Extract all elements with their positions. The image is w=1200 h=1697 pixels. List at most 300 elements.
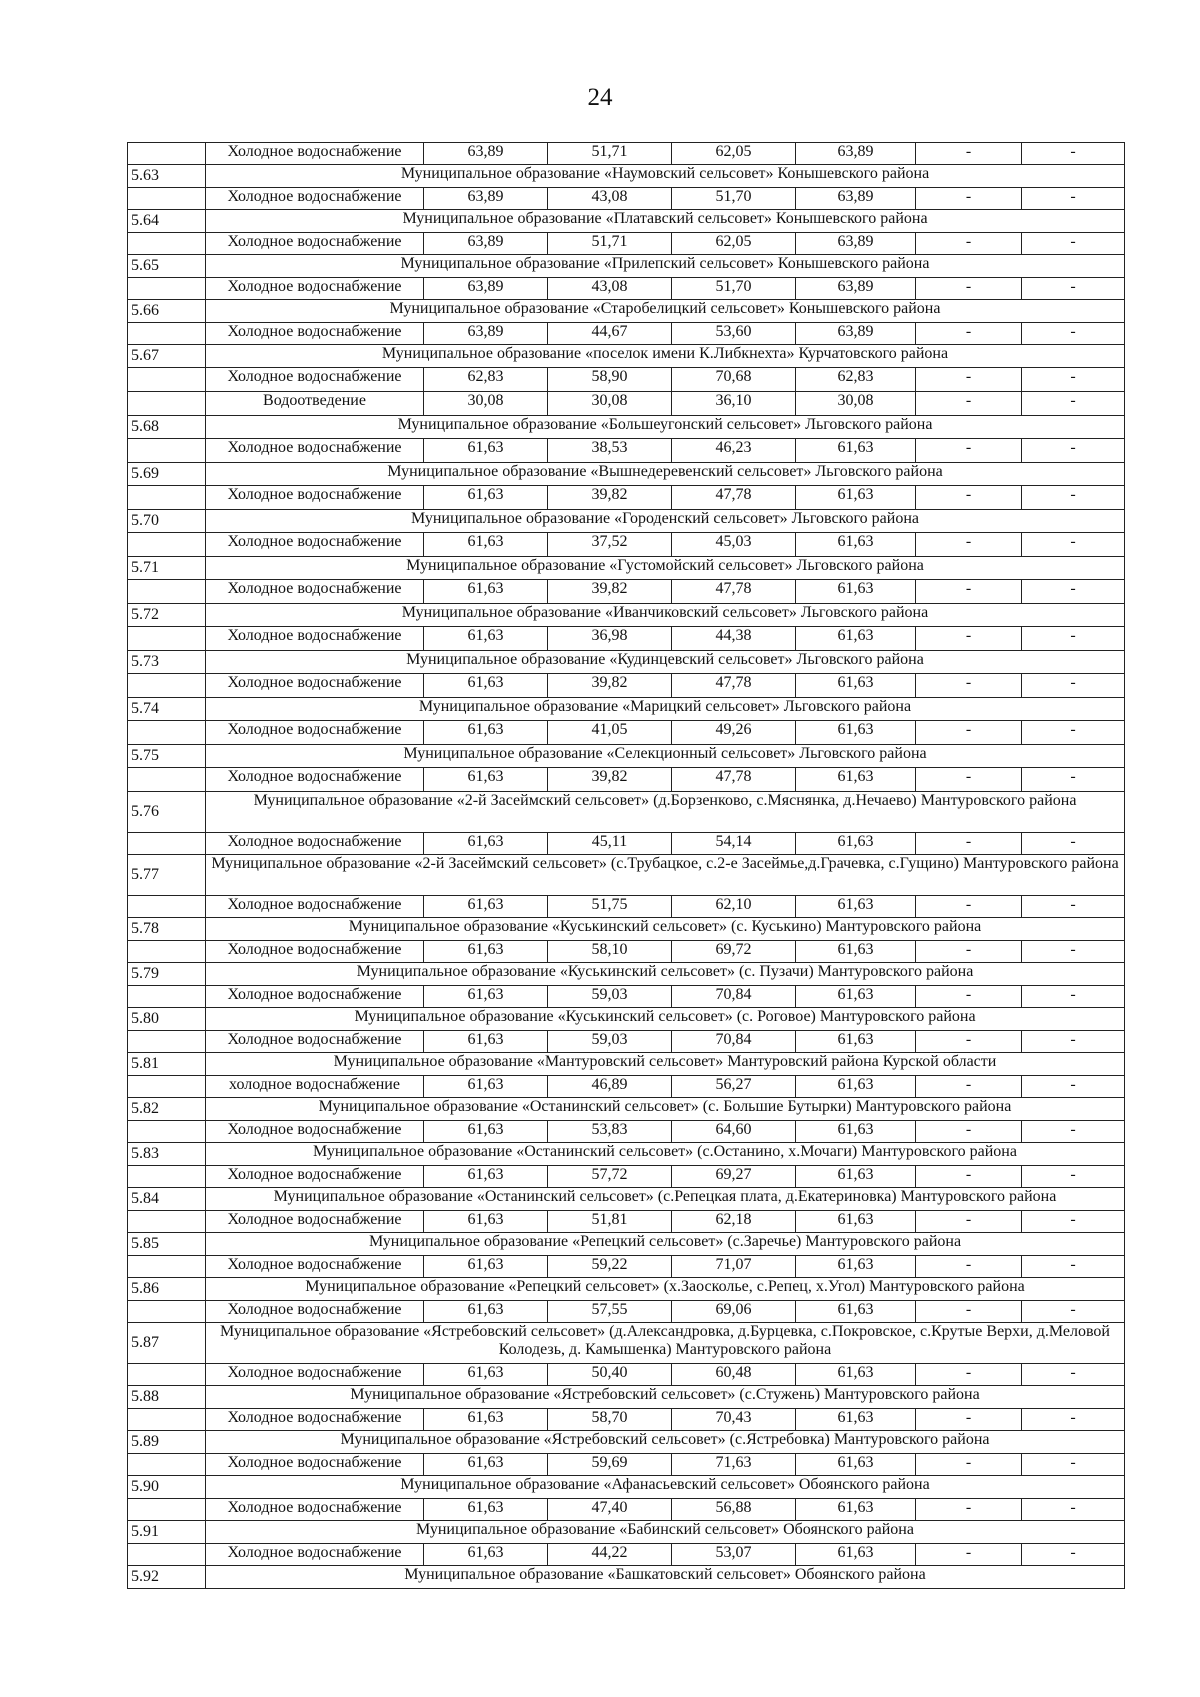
tariff-value-cell: 61,63 bbox=[424, 1301, 548, 1323]
tariff-value-cell: 61,63 bbox=[796, 1499, 916, 1521]
table-row-municipality bbox=[128, 1233, 1125, 1256]
table-row-tariff bbox=[128, 1076, 1125, 1098]
tariff-value-cell: - bbox=[1022, 486, 1125, 510]
tariff-value-cell: 61,63 bbox=[424, 1409, 548, 1431]
section-number-cell: 5.75 bbox=[128, 745, 206, 768]
table-row-municipality bbox=[128, 1278, 1125, 1301]
municipality-title-cell: Муниципальное образование «Репецкий сельсовет» (х.Заосколье, с.Репец, х.Угол) Мантуровского района bbox=[206, 1278, 1125, 1301]
table-row-municipality bbox=[128, 1323, 1125, 1364]
table-row-municipality bbox=[128, 651, 1125, 674]
row-number-cell bbox=[128, 896, 206, 918]
tariff-table bbox=[127, 142, 1125, 1589]
section-number-cell: 5.77 bbox=[128, 855, 206, 896]
tariff-value-cell: 47,78 bbox=[672, 674, 796, 698]
table-row-tariff bbox=[128, 1544, 1125, 1566]
tariff-value-cell: 46,23 bbox=[672, 439, 796, 463]
tariff-value-cell: - bbox=[916, 721, 1022, 745]
table-row-municipality bbox=[128, 604, 1125, 627]
tariff-value-cell: 71,63 bbox=[672, 1454, 796, 1476]
tariff-value-cell: 62,10 bbox=[672, 896, 796, 918]
tariff-value-cell: 30,08 bbox=[424, 392, 548, 416]
section-number-cell: 5.70 bbox=[128, 510, 206, 533]
municipality-title-cell: Муниципальное образование «Старобелицкий сельсовет» Конышевского района bbox=[206, 300, 1125, 323]
tariff-value-cell: 44,38 bbox=[672, 627, 796, 651]
table-row-tariff bbox=[128, 1256, 1125, 1278]
tariff-value-cell: - bbox=[916, 833, 1022, 855]
tariff-value-cell: 61,63 bbox=[424, 721, 548, 745]
table-row-tariff bbox=[128, 580, 1125, 604]
tariff-value-cell: - bbox=[916, 368, 1022, 392]
table-row-municipality bbox=[128, 345, 1125, 368]
tariff-value-cell: - bbox=[1022, 1544, 1125, 1566]
tariff-value-cell: - bbox=[1022, 533, 1125, 557]
tariff-value-cell: - bbox=[916, 1499, 1022, 1521]
tariff-value-cell: - bbox=[916, 674, 1022, 698]
tariff-value-cell: - bbox=[916, 188, 1022, 210]
tariff-value-cell: 61,63 bbox=[796, 1121, 916, 1143]
service-name-cell: Холодное водоснабжение bbox=[206, 1256, 424, 1278]
section-number-cell: 5.78 bbox=[128, 918, 206, 941]
tariff-value-cell: 61,63 bbox=[796, 1031, 916, 1053]
tariff-value-cell: - bbox=[916, 1211, 1022, 1233]
tariff-value-cell: - bbox=[1022, 833, 1125, 855]
tariff-value-cell: - bbox=[916, 1121, 1022, 1143]
tariff-value-cell: 57,55 bbox=[548, 1301, 672, 1323]
table-row-tariff bbox=[128, 1409, 1125, 1431]
tariff-value-cell: - bbox=[1022, 368, 1125, 392]
tariff-value-cell: 30,08 bbox=[548, 392, 672, 416]
tariff-value-cell: 63,89 bbox=[796, 143, 916, 165]
tariff-value-cell: 61,63 bbox=[796, 1256, 916, 1278]
table-row-tariff bbox=[128, 1364, 1125, 1386]
table-row-municipality bbox=[128, 745, 1125, 768]
municipality-title-cell: Муниципальное образование «Афанасьевский сельсовет» Обоянского района bbox=[206, 1476, 1125, 1499]
section-number-cell: 5.71 bbox=[128, 557, 206, 580]
municipality-title-cell: Муниципальное образование «Башкатовский сельсовет» Обоянского района bbox=[206, 1566, 1125, 1589]
tariff-value-cell: 39,82 bbox=[548, 486, 672, 510]
municipality-title-cell: Муниципальное образование «Платавский сельсовет» Конышевского района bbox=[206, 210, 1125, 233]
tariff-value-cell: 61,63 bbox=[424, 833, 548, 855]
section-number-cell: 5.88 bbox=[128, 1386, 206, 1409]
tariff-value-cell: 36,98 bbox=[548, 627, 672, 651]
municipality-title-cell: Муниципальное образование «Густомойский сельсовет» Льговского района bbox=[206, 557, 1125, 580]
municipality-title-cell: Муниципальное образование «Куськинский сельсовет» (с. Роговое) Мантуровского района bbox=[206, 1008, 1125, 1031]
tariff-value-cell: 36,10 bbox=[672, 392, 796, 416]
table-row-tariff bbox=[128, 1166, 1125, 1188]
tariff-value-cell: - bbox=[916, 278, 1022, 300]
table-row-tariff bbox=[128, 1121, 1125, 1143]
table-row-municipality bbox=[128, 1476, 1125, 1499]
table-row-tariff bbox=[128, 941, 1125, 963]
tariff-value-cell: 69,72 bbox=[672, 941, 796, 963]
tariff-value-cell: 44,22 bbox=[548, 1544, 672, 1566]
table-row-municipality bbox=[128, 1386, 1125, 1409]
municipality-title-cell: Муниципальное образование «Мантуровский сельсовет» Мантуровский района Курской области bbox=[206, 1053, 1125, 1076]
section-number-cell: 5.72 bbox=[128, 604, 206, 627]
tariff-value-cell: 61,63 bbox=[424, 674, 548, 698]
tariff-value-cell: 50,40 bbox=[548, 1364, 672, 1386]
section-number-cell: 5.73 bbox=[128, 651, 206, 674]
tariff-value-cell: - bbox=[1022, 278, 1125, 300]
service-name-cell: Холодное водоснабжение bbox=[206, 1301, 424, 1323]
service-name-cell: Холодное водоснабжение bbox=[206, 721, 424, 745]
tariff-value-cell: - bbox=[1022, 768, 1125, 792]
service-name-cell: Холодное водоснабжение bbox=[206, 368, 424, 392]
municipality-title-cell: Муниципальное образование «Большеугонский сельсовет» Льговского района bbox=[206, 416, 1125, 439]
tariff-value-cell: 62,05 bbox=[672, 233, 796, 255]
service-name-cell: Холодное водоснабжение bbox=[206, 941, 424, 963]
tariff-table-body bbox=[128, 143, 1125, 1589]
tariff-value-cell: - bbox=[1022, 143, 1125, 165]
municipality-title-cell: Муниципальное образование «Ястребовский сельсовет» (д.Александровка, д.Бурцевка, с.Покровское, с.Крутые Верхи, д.Меловой Колодезь, д. Камышенка) Мантуровского района bbox=[206, 1323, 1125, 1364]
municipality-title-cell: Муниципальное образование «поселок имени К.Либкнехта» Курчатовского района bbox=[206, 345, 1125, 368]
table-row-municipality bbox=[128, 855, 1125, 896]
tariff-value-cell: 61,63 bbox=[424, 941, 548, 963]
table-row-municipality bbox=[128, 963, 1125, 986]
section-number-cell: 5.79 bbox=[128, 963, 206, 986]
row-number-cell bbox=[128, 533, 206, 557]
tariff-value-cell: - bbox=[1022, 1031, 1125, 1053]
table-row-tariff bbox=[128, 392, 1125, 416]
row-number-cell bbox=[128, 1544, 206, 1566]
service-name-cell: Холодное водоснабжение bbox=[206, 278, 424, 300]
service-name-cell: Холодное водоснабжение bbox=[206, 533, 424, 557]
table-row-municipality bbox=[128, 1521, 1125, 1544]
tariff-value-cell: 70,68 bbox=[672, 368, 796, 392]
service-name-cell: Холодное водоснабжение bbox=[206, 674, 424, 698]
table-row-tariff bbox=[128, 439, 1125, 463]
municipality-title-cell: Муниципальное образование «Наумовский сельсовет» Конышевского района bbox=[206, 165, 1125, 188]
tariff-value-cell: - bbox=[1022, 627, 1125, 651]
table-row-municipality bbox=[128, 698, 1125, 721]
row-number-cell bbox=[128, 1454, 206, 1476]
table-row-municipality bbox=[128, 1098, 1125, 1121]
tariff-value-cell: 59,03 bbox=[548, 986, 672, 1008]
section-number-cell: 5.65 bbox=[128, 255, 206, 278]
section-number-cell: 5.64 bbox=[128, 210, 206, 233]
tariff-value-cell: 61,63 bbox=[424, 986, 548, 1008]
tariff-value-cell: - bbox=[916, 896, 1022, 918]
table-row-tariff bbox=[128, 1031, 1125, 1053]
service-name-cell: Холодное водоснабжение bbox=[206, 896, 424, 918]
tariff-value-cell: 61,63 bbox=[796, 627, 916, 651]
tariff-value-cell: - bbox=[916, 392, 1022, 416]
tariff-value-cell: 60,48 bbox=[672, 1364, 796, 1386]
table-row-tariff bbox=[128, 278, 1125, 300]
tariff-value-cell: - bbox=[1022, 1301, 1125, 1323]
row-number-cell bbox=[128, 986, 206, 1008]
tariff-value-cell: - bbox=[1022, 1166, 1125, 1188]
tariff-value-cell: 30,08 bbox=[796, 392, 916, 416]
table-row-municipality bbox=[128, 1008, 1125, 1031]
tariff-value-cell: 61,63 bbox=[424, 1211, 548, 1233]
table-row-municipality bbox=[128, 165, 1125, 188]
table-row-municipality bbox=[128, 416, 1125, 439]
tariff-value-cell: 53,07 bbox=[672, 1544, 796, 1566]
table-row-tariff bbox=[128, 721, 1125, 745]
municipality-title-cell: Муниципальное образование «Прилепский сельсовет» Конышевского района bbox=[206, 255, 1125, 278]
table-row-municipality bbox=[128, 557, 1125, 580]
table-row-tariff bbox=[128, 368, 1125, 392]
tariff-value-cell: 61,63 bbox=[424, 1256, 548, 1278]
tariff-value-cell: - bbox=[1022, 1409, 1125, 1431]
tariff-value-cell: 63,89 bbox=[796, 188, 916, 210]
tariff-value-cell: 43,08 bbox=[548, 188, 672, 210]
tariff-value-cell: 69,27 bbox=[672, 1166, 796, 1188]
municipality-title-cell: Муниципальное образование «Кудинцевский сельсовет» Льговского района bbox=[206, 651, 1125, 674]
tariff-value-cell: 70,84 bbox=[672, 1031, 796, 1053]
tariff-value-cell: - bbox=[916, 627, 1022, 651]
section-number-cell: 5.66 bbox=[128, 300, 206, 323]
tariff-value-cell: - bbox=[1022, 1454, 1125, 1476]
tariff-value-cell: 45,03 bbox=[672, 533, 796, 557]
tariff-value-cell: - bbox=[916, 580, 1022, 604]
table-row-tariff bbox=[128, 1454, 1125, 1476]
tariff-value-cell: 61,63 bbox=[796, 580, 916, 604]
tariff-value-cell: 46,89 bbox=[548, 1076, 672, 1098]
row-number-cell bbox=[128, 1031, 206, 1053]
tariff-value-cell: 61,63 bbox=[796, 1301, 916, 1323]
table-row-municipality bbox=[128, 792, 1125, 833]
tariff-value-cell: 61,63 bbox=[424, 1454, 548, 1476]
tariff-value-cell: 57,72 bbox=[548, 1166, 672, 1188]
tariff-value-cell: 61,63 bbox=[796, 1364, 916, 1386]
tariff-value-cell: - bbox=[916, 143, 1022, 165]
municipality-title-cell: Муниципальное образование «Куськинский сельсовет» (с. Куськино) Мантуровского района bbox=[206, 918, 1125, 941]
tariff-value-cell: 61,63 bbox=[796, 486, 916, 510]
tariff-value-cell: - bbox=[1022, 1499, 1125, 1521]
tariff-value-cell: 51,71 bbox=[548, 143, 672, 165]
section-number-cell: 5.92 bbox=[128, 1566, 206, 1589]
service-name-cell: Холодное водоснабжение bbox=[206, 143, 424, 165]
municipality-title-cell: Муниципальное образование «2-й Засеймский сельсовет» (д.Борзенково, с.Мяснянка, д.Нечаево) Мантуровского района bbox=[206, 792, 1125, 833]
section-number-cell: 5.63 bbox=[128, 165, 206, 188]
tariff-value-cell: 61,63 bbox=[424, 627, 548, 651]
tariff-value-cell: 61,63 bbox=[796, 768, 916, 792]
table-row-tariff bbox=[128, 323, 1125, 345]
row-number-cell bbox=[128, 439, 206, 463]
service-name-cell: Холодное водоснабжение bbox=[206, 486, 424, 510]
tariff-value-cell: 58,70 bbox=[548, 1409, 672, 1431]
tariff-value-cell: - bbox=[916, 1076, 1022, 1098]
tariff-value-cell: 61,63 bbox=[424, 1076, 548, 1098]
municipality-title-cell: Муниципальное образование «Репецкий сельсовет» (с.Заречье) Мантуровского района bbox=[206, 1233, 1125, 1256]
section-number-cell: 5.82 bbox=[128, 1098, 206, 1121]
tariff-value-cell: - bbox=[916, 1454, 1022, 1476]
tariff-value-cell: 61,63 bbox=[424, 1544, 548, 1566]
tariff-value-cell: - bbox=[1022, 392, 1125, 416]
tariff-value-cell: 71,07 bbox=[672, 1256, 796, 1278]
tariff-value-cell: 47,78 bbox=[672, 486, 796, 510]
service-name-cell: Холодное водоснабжение bbox=[206, 833, 424, 855]
row-number-cell bbox=[128, 323, 206, 345]
tariff-value-cell: 63,89 bbox=[424, 278, 548, 300]
tariff-value-cell: - bbox=[1022, 986, 1125, 1008]
tariff-value-cell: 51,70 bbox=[672, 278, 796, 300]
tariff-value-cell: 51,75 bbox=[548, 896, 672, 918]
service-name-cell: Холодное водоснабжение bbox=[206, 768, 424, 792]
tariff-value-cell: 51,81 bbox=[548, 1211, 672, 1233]
tariff-value-cell: 61,63 bbox=[424, 896, 548, 918]
section-number-cell: 5.89 bbox=[128, 1431, 206, 1454]
tariff-value-cell: 38,53 bbox=[548, 439, 672, 463]
service-name-cell: Холодное водоснабжение bbox=[206, 1454, 424, 1476]
municipality-title-cell: Муниципальное образование «Останинский сельсовет» (с. Большие Бутырки) Мантуровского района bbox=[206, 1098, 1125, 1121]
tariff-value-cell: - bbox=[916, 1301, 1022, 1323]
row-number-cell bbox=[128, 1211, 206, 1233]
tariff-value-cell: - bbox=[916, 1256, 1022, 1278]
tariff-value-cell: 39,82 bbox=[548, 674, 672, 698]
tariff-value-cell: 61,63 bbox=[424, 486, 548, 510]
tariff-value-cell: 61,63 bbox=[796, 1076, 916, 1098]
municipality-title-cell: Муниципальное образование «Ястребовский сельсовет» (с.Стужень) Мантуровского района bbox=[206, 1386, 1125, 1409]
tariff-value-cell: 61,63 bbox=[424, 1499, 548, 1521]
service-name-cell: холодное водоснабжение bbox=[206, 1076, 424, 1098]
row-number-cell bbox=[128, 188, 206, 210]
tariff-value-cell: - bbox=[916, 768, 1022, 792]
row-number-cell bbox=[128, 233, 206, 255]
row-number-cell bbox=[128, 768, 206, 792]
tariff-value-cell: - bbox=[1022, 439, 1125, 463]
tariff-value-cell: - bbox=[916, 1166, 1022, 1188]
row-number-cell bbox=[128, 143, 206, 165]
tariff-value-cell: 45,11 bbox=[548, 833, 672, 855]
table-row-tariff bbox=[128, 896, 1125, 918]
tariff-value-cell: 70,43 bbox=[672, 1409, 796, 1431]
table-row-tariff bbox=[128, 1301, 1125, 1323]
tariff-value-cell: 62,83 bbox=[796, 368, 916, 392]
page-number: 24 bbox=[587, 84, 613, 111]
service-name-cell: Холодное водоснабжение bbox=[206, 233, 424, 255]
tariff-value-cell: 64,60 bbox=[672, 1121, 796, 1143]
row-number-cell bbox=[128, 1499, 206, 1521]
municipality-title-cell: Муниципальное образование «Городенский сельсовет» Льговского района bbox=[206, 510, 1125, 533]
table-row-tariff bbox=[128, 674, 1125, 698]
tariff-value-cell: - bbox=[916, 1364, 1022, 1386]
municipality-title-cell: Муниципальное образование «Куськинский сельсовет» (с. Пузачи) Мантуровского района bbox=[206, 963, 1125, 986]
tariff-value-cell: 53,60 bbox=[672, 323, 796, 345]
table-row-tariff bbox=[128, 188, 1125, 210]
tariff-value-cell: 63,89 bbox=[424, 233, 548, 255]
tariff-value-cell: - bbox=[1022, 896, 1125, 918]
table-row-municipality bbox=[128, 510, 1125, 533]
tariff-value-cell: 61,63 bbox=[424, 533, 548, 557]
section-number-cell: 5.91 bbox=[128, 1521, 206, 1544]
section-number-cell: 5.76 bbox=[128, 792, 206, 833]
section-number-cell: 5.69 bbox=[128, 463, 206, 486]
tariff-value-cell: - bbox=[1022, 323, 1125, 345]
tariff-value-cell: 61,63 bbox=[796, 721, 916, 745]
row-number-cell bbox=[128, 674, 206, 698]
table-row-municipality bbox=[128, 255, 1125, 278]
service-name-cell: Холодное водоснабжение bbox=[206, 188, 424, 210]
tariff-value-cell: 39,82 bbox=[548, 768, 672, 792]
tariff-value-cell: 62,18 bbox=[672, 1211, 796, 1233]
table-row-municipality bbox=[128, 463, 1125, 486]
service-name-cell: Холодное водоснабжение bbox=[206, 1031, 424, 1053]
tariff-value-cell: 61,63 bbox=[796, 1409, 916, 1431]
tariff-value-cell: 39,82 bbox=[548, 580, 672, 604]
service-name-cell: Холодное водоснабжение bbox=[206, 627, 424, 651]
tariff-value-cell: 61,63 bbox=[796, 533, 916, 557]
tariff-value-cell: 37,52 bbox=[548, 533, 672, 557]
tariff-value-cell: 61,63 bbox=[796, 1454, 916, 1476]
section-number-cell: 5.87 bbox=[128, 1323, 206, 1364]
tariff-value-cell: 54,14 bbox=[672, 833, 796, 855]
service-name-cell: Холодное водоснабжение bbox=[206, 986, 424, 1008]
municipality-title-cell: Муниципальное образование «Иванчиковский сельсовет» Льговского района bbox=[206, 604, 1125, 627]
tariff-value-cell: 61,63 bbox=[424, 768, 548, 792]
section-number-cell: 5.84 bbox=[128, 1188, 206, 1211]
tariff-value-cell: - bbox=[916, 941, 1022, 963]
table-row-municipality bbox=[128, 300, 1125, 323]
row-number-cell bbox=[128, 941, 206, 963]
tariff-value-cell: 70,84 bbox=[672, 986, 796, 1008]
row-number-cell bbox=[128, 392, 206, 416]
tariff-value-cell: - bbox=[916, 986, 1022, 1008]
table-row-tariff bbox=[128, 627, 1125, 651]
tariff-value-cell: 56,27 bbox=[672, 1076, 796, 1098]
tariff-value-cell: - bbox=[916, 1544, 1022, 1566]
row-number-cell bbox=[128, 1256, 206, 1278]
section-number-cell: 5.81 bbox=[128, 1053, 206, 1076]
tariff-value-cell: - bbox=[916, 1031, 1022, 1053]
table-row-municipality bbox=[128, 1053, 1125, 1076]
tariff-value-cell: 62,05 bbox=[672, 143, 796, 165]
section-number-cell: 5.83 bbox=[128, 1143, 206, 1166]
row-number-cell bbox=[128, 1409, 206, 1431]
tariff-value-cell: 63,89 bbox=[796, 233, 916, 255]
tariff-table-wrapper bbox=[127, 142, 1125, 1589]
service-name-cell: Водоотведение bbox=[206, 392, 424, 416]
tariff-value-cell: 59,22 bbox=[548, 1256, 672, 1278]
row-number-cell bbox=[128, 721, 206, 745]
tariff-value-cell: - bbox=[1022, 580, 1125, 604]
tariff-value-cell: 63,89 bbox=[796, 278, 916, 300]
tariff-value-cell: 58,90 bbox=[548, 368, 672, 392]
table-row-municipality bbox=[128, 1143, 1125, 1166]
row-number-cell bbox=[128, 833, 206, 855]
tariff-value-cell: - bbox=[916, 486, 1022, 510]
service-name-cell: Холодное водоснабжение bbox=[206, 1166, 424, 1188]
municipality-title-cell: Муниципальное образование «Останинский сельсовет» (с.Репецкая плата, д.Екатериновка) Мантуровского района bbox=[206, 1188, 1125, 1211]
tariff-value-cell: 61,63 bbox=[796, 986, 916, 1008]
service-name-cell: Холодное водоснабжение bbox=[206, 1121, 424, 1143]
row-number-cell bbox=[128, 1121, 206, 1143]
row-number-cell bbox=[128, 580, 206, 604]
municipality-title-cell: Муниципальное образование «2-й Засеймский сельсовет» (с.Трубацкое, с.2-е Засеймье,д.Грачевка, с.Гущино) Мантуровского района bbox=[206, 855, 1125, 896]
service-name-cell: Холодное водоснабжение bbox=[206, 323, 424, 345]
tariff-value-cell: 61,63 bbox=[424, 1031, 548, 1053]
table-row-tariff bbox=[128, 768, 1125, 792]
row-number-cell bbox=[128, 1301, 206, 1323]
table-row-tariff bbox=[128, 1499, 1125, 1521]
tariff-value-cell: 63,89 bbox=[424, 323, 548, 345]
tariff-value-cell: - bbox=[1022, 721, 1125, 745]
table-row-tariff bbox=[128, 533, 1125, 557]
tariff-value-cell: 63,89 bbox=[424, 143, 548, 165]
tariff-value-cell: 61,63 bbox=[424, 439, 548, 463]
tariff-value-cell: 61,63 bbox=[796, 896, 916, 918]
tariff-value-cell: 51,71 bbox=[548, 233, 672, 255]
tariff-value-cell: 61,63 bbox=[424, 1364, 548, 1386]
tariff-value-cell: - bbox=[1022, 1256, 1125, 1278]
tariff-value-cell: - bbox=[1022, 1076, 1125, 1098]
service-name-cell: Холодное водоснабжение bbox=[206, 1364, 424, 1386]
tariff-value-cell: - bbox=[916, 233, 1022, 255]
tariff-value-cell: - bbox=[1022, 233, 1125, 255]
tariff-value-cell: 63,89 bbox=[424, 188, 548, 210]
